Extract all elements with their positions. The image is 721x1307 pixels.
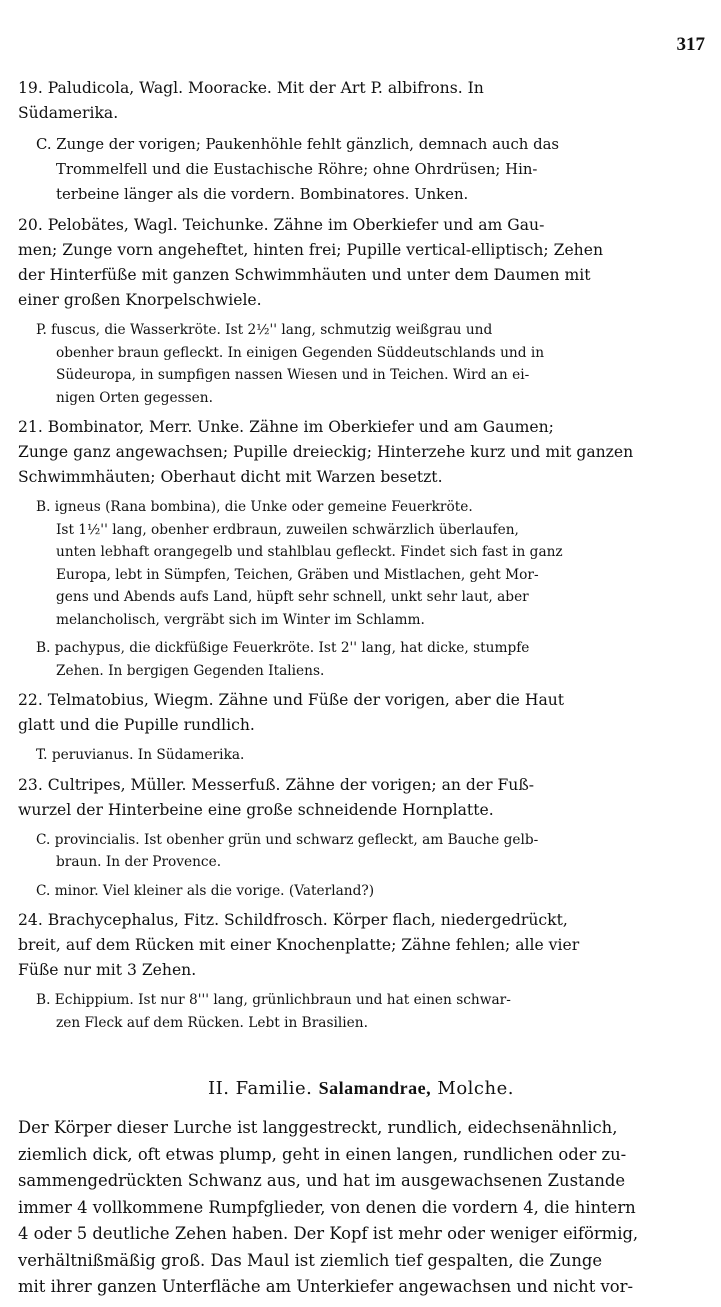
text-line: Füße nur mit 3 Zehen. [18, 961, 197, 979]
text-line: Ist 1½'' lang, obenher erdbraun, zuweilen schwärzlich überlaufen, [56, 521, 519, 538]
text-line: C. minor. Viel kleiner als die vorige. (Vaterland?) [36, 882, 375, 899]
family-heading-prefix: II. Familie. [208, 1078, 313, 1099]
text-line: obenher braun gefleckt. In einigen Gegenden Süddeutschlands und in [56, 344, 545, 361]
text-line: wurzel der Hinterbeine eine große schneidende Hornplatte. [18, 800, 494, 819]
text-line: B. pachypus, die dickfüßige Feuerkröte. Ist 2'' lang, hat dicke, stumpfe [36, 640, 530, 656]
text-line: gens und Abends aufs Land, hüpft sehr schnell, unkt sehr laut, aber [56, 589, 529, 605]
text-line: 24. Brachycephalus, Fitz. Schildfrosch. Körper flach, niedergedrückt, [18, 911, 568, 929]
text-line: Südeuropa, in sumpfigen nassen Wiesen und in Teichen. Wird an ei- [56, 367, 530, 383]
text-line: der Hinterfüße mit ganzen Schwimmhäuten und unter dem Daumen mit [18, 266, 591, 284]
section-gap [18, 1040, 704, 1074]
genus-entry [18, 773, 704, 823]
text-line: unten lebhaft orangegelb und stahlblau gefleckt. Findet sich fast in ganz [56, 544, 563, 560]
text-line: einer großen Knorpelschwiele. [18, 291, 262, 309]
species-entry [18, 744, 704, 767]
text-line: C. provincialis. Ist obenher grün und schwarz gefleckt, am Bauche gelb- [36, 831, 539, 848]
text-line: C. Zunge der vorigen; Paukenhöhle fehlt gänzlich, demnach auch das [36, 135, 560, 153]
text-line: Schwimmhäuten; Oberhaut dicht mit Warzen besetzt. [18, 468, 443, 486]
species-entry [18, 496, 704, 631]
text-line: Südamerika. [18, 104, 119, 122]
text-line: immer 4 vollkommene Rumpfglieder, von denen die vordern 4, die hintern [18, 1197, 636, 1217]
text-line: terbeine länger als die vordern. Bombinatores. Unken. [56, 185, 469, 203]
genus-entries [18, 76, 704, 1034]
text-line: B. Echippium. Ist nur 8''' lang, grünlichbraun und hat einen schwar- [36, 992, 511, 1008]
text-line: sammengedrückten Schwanz aus, und hat im ausgewachsenen Zustande [18, 1171, 626, 1190]
species-entry [18, 319, 704, 409]
text-line: Europa, lebt in Sümpfen, Teichen, Gräben und Mistlachen, geht Mor- [56, 566, 539, 583]
text-line: T. peruvianus. In Südamerika. [36, 747, 245, 763]
body-paragraph [18, 1115, 704, 1301]
text-line: glatt und die Pupille rundlich. [18, 716, 255, 734]
text-line: men; Zunge vorn angeheftet, hinten frei; Pupille vertical-elliptisch; Zehen [18, 241, 603, 259]
text-line: 4 oder 5 deutliche Zehen haben. Der Kopf ist mehr oder weniger eiförmig, [18, 1224, 639, 1243]
text-line: ziemlich dick, oft etwas plump, geht in einen langen, rundlichen oder zu- [18, 1144, 627, 1164]
page-number: 317 [676, 34, 705, 55]
text-line: Der Körper dieser Lurche ist langgestreckt, rundlich, eidechsenähnlich, [18, 1118, 618, 1137]
text-line: braun. In der Provence. [56, 854, 222, 870]
text-line: melancholisch, vergräbt sich im Winter im Schlamm. [56, 611, 425, 628]
text-line: breit, auf dem Rücken mit einer Knochenplatte; Zähne fehlen; alle vier [18, 936, 580, 954]
family-heading [18, 1074, 704, 1103]
genus-entry [18, 688, 704, 738]
family-heading-suffix: Molche. [437, 1078, 514, 1099]
species-entry [18, 132, 704, 207]
text-line: 22. Telmatobius, Wiegm. Zähne und Füße der vorigen, aber die Haut [18, 691, 565, 709]
text-line: Trommelfell und die Eustachische Röhre; ohne Ohrdrüsen; Hin- [56, 160, 538, 178]
species-entry [18, 989, 704, 1034]
genus-entry [18, 76, 704, 126]
page-content [18, 76, 704, 1307]
text-line: 20. Pelobätes, Wagl. Teichunke. Zähne im Oberkiefer und am Gau- [18, 216, 545, 234]
text-line: zen Fleck auf dem Rücken. Lebt in Brasilien. [56, 1014, 368, 1031]
species-entry [18, 829, 704, 874]
species-entry [18, 637, 704, 682]
text-line: mit ihrer ganzen Unterfläche am Unterkiefer angewachsen und nicht vor- [18, 1277, 634, 1296]
text-line: 19. Paludicola, Wagl. Mooracke. Mit der Art P. albifrons. In [18, 79, 484, 97]
text-line: Zehen. In bergigen Gegenden Italiens. [56, 662, 325, 679]
text-line: Zunge ganz angewachsen; Pupille dreieckig; Hinterzehe kurz und mit ganzen [18, 443, 634, 461]
species-entry [18, 880, 704, 903]
genus-entry [18, 415, 704, 490]
genus-entry [18, 213, 704, 313]
family-heading-name: Salamandrae, [318, 1078, 432, 1098]
text-line: B. igneus (Rana bombina), die Unke oder gemeine Feuerkröte. [36, 499, 473, 515]
text-line: nigen Orten gegessen. [56, 389, 213, 406]
text-line: 21. Bombinator, Merr. Unke. Zähne im Oberkiefer und am Gaumen; [18, 418, 554, 436]
text-line: verhältnißmäßig groß. Das Maul ist ziemlich tief gespalten, die Zunge [18, 1250, 603, 1270]
genus-entry [18, 908, 704, 983]
text-line: 23. Cultripes, Müller. Messerfuß. Zähne der vorigen; an der Fuß- [18, 775, 535, 794]
text-line: P. fuscus, die Wasserkröte. Ist 2½'' lang, schmutzig weißgrau und [36, 322, 493, 338]
